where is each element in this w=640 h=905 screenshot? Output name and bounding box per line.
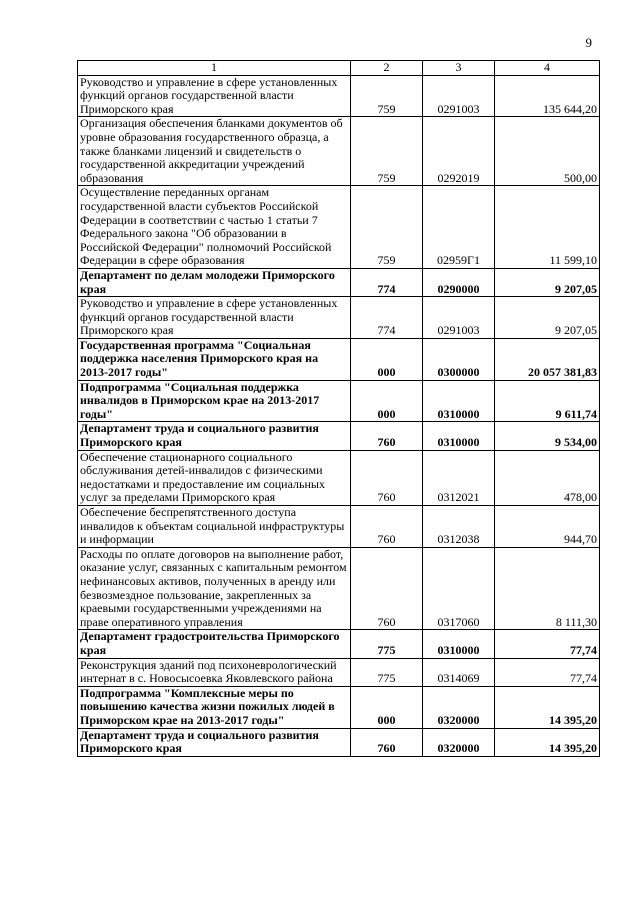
table-row bbox=[78, 117, 600, 186]
row-code: 759 bbox=[351, 75, 423, 117]
row-sum: 9 611,74 bbox=[495, 380, 600, 422]
row-csr: 0312021 bbox=[423, 450, 495, 505]
row-csr: 02959Г1 bbox=[423, 186, 495, 269]
row-name: Подпрограмма "Социальная поддержка инвалидов в Приморском крае на 2013-2017 годы" bbox=[78, 380, 351, 422]
row-code: 760 bbox=[351, 506, 423, 548]
table-row bbox=[78, 297, 600, 339]
row-code: 760 bbox=[351, 547, 423, 630]
row-code: 000 bbox=[351, 380, 423, 422]
row-name: Обеспечение стационарного социального обслуживания детей-инвалидов с физическими недостатками и предоставление им социальных услуг за пределами Приморского края bbox=[78, 450, 351, 505]
row-sum: 478,00 bbox=[495, 450, 600, 505]
table-row bbox=[78, 630, 600, 658]
header-col-2: 2 bbox=[351, 61, 423, 76]
row-csr: 0300000 bbox=[423, 338, 495, 380]
table-row bbox=[78, 338, 600, 380]
row-code: 000 bbox=[351, 686, 423, 728]
header-col-1: 1 bbox=[78, 61, 351, 76]
row-name: Реконструкция зданий под психоневрологический интернат в с. Новосысоевка Яковлевского района bbox=[78, 658, 351, 686]
row-name: Департамент труда и социального развития Приморского края bbox=[78, 422, 351, 450]
row-name: Руководство и управление в сфере установленных функций органов государственной власти Приморского края bbox=[78, 75, 351, 117]
row-csr: 0317060 bbox=[423, 547, 495, 630]
row-csr: 0310000 bbox=[423, 630, 495, 658]
row-sum: 9 207,05 bbox=[495, 297, 600, 339]
row-sum: 11 599,10 bbox=[495, 186, 600, 269]
row-name: Государственная программа "Социальная поддержка населения Приморского края на 2013-2017 годы" bbox=[78, 338, 351, 380]
table-row bbox=[78, 186, 600, 269]
row-csr: 0290000 bbox=[423, 268, 495, 296]
row-sum: 14 395,20 bbox=[495, 728, 600, 756]
row-name: Руководство и управление в сфере установленных функций органов государственной власти Приморского края bbox=[78, 297, 351, 339]
table-row bbox=[78, 268, 600, 296]
row-sum: 135 644,20 bbox=[495, 75, 600, 117]
table-row bbox=[78, 506, 600, 548]
row-code: 774 bbox=[351, 297, 423, 339]
row-name: Департамент труда и социального развития Приморского края bbox=[78, 728, 351, 756]
row-name: Организация обеспечения бланками документов об уровне образования государственного образца, а также бланками лицензий и свидетельств о государственной аккредитации учреждений образования bbox=[78, 117, 351, 186]
row-name: Подпрограмма "Комплексные меры по повышению качества жизни пожилых людей в Приморском крае на 2013-2017 годы" bbox=[78, 686, 351, 728]
row-csr: 0310000 bbox=[423, 422, 495, 450]
row-sum: 77,74 bbox=[495, 658, 600, 686]
row-sum: 20 057 381,83 bbox=[495, 338, 600, 380]
row-name: Департамент градостроительства Приморского края bbox=[78, 630, 351, 658]
row-sum: 944,70 bbox=[495, 506, 600, 548]
row-code: 759 bbox=[351, 117, 423, 186]
table-row bbox=[78, 686, 600, 728]
table-header-row bbox=[78, 61, 600, 76]
row-sum: 8 111,30 bbox=[495, 547, 600, 630]
row-sum: 77,74 bbox=[495, 630, 600, 658]
table-row bbox=[78, 422, 600, 450]
row-sum: 9 207,05 bbox=[495, 268, 600, 296]
budget-table bbox=[77, 60, 600, 757]
row-code: 775 bbox=[351, 630, 423, 658]
row-csr: 0291003 bbox=[423, 75, 495, 117]
row-code: 760 bbox=[351, 728, 423, 756]
row-sum: 14 395,20 bbox=[495, 686, 600, 728]
row-csr: 0310000 bbox=[423, 380, 495, 422]
row-csr: 0312038 bbox=[423, 506, 495, 548]
table-row bbox=[78, 75, 600, 117]
row-code: 759 bbox=[351, 186, 423, 269]
table-row bbox=[78, 547, 600, 630]
row-csr: 0292019 bbox=[423, 117, 495, 186]
table-row bbox=[78, 450, 600, 505]
page-number: 9 bbox=[585, 35, 592, 50]
table-row bbox=[78, 380, 600, 422]
row-code: 000 bbox=[351, 338, 423, 380]
row-code: 775 bbox=[351, 658, 423, 686]
row-name: Департамент по делам молодежи Приморского края bbox=[78, 268, 351, 296]
row-name: Расходы по оплате договоров на выполнение работ, оказание услуг, связанных с капитальным ремонтом нефинансовых активов, полученных в аренду или безвозмездное пользование, закрепленных за краевыми государственными учреждениями на праве оперативного управления bbox=[78, 547, 351, 630]
row-csr: 0320000 bbox=[423, 728, 495, 756]
header-col-3: 3 bbox=[423, 61, 495, 76]
row-csr: 0314069 bbox=[423, 658, 495, 686]
row-code: 774 bbox=[351, 268, 423, 296]
row-code: 760 bbox=[351, 422, 423, 450]
row-code: 760 bbox=[351, 450, 423, 505]
row-csr: 0291003 bbox=[423, 297, 495, 339]
table-row bbox=[78, 658, 600, 686]
row-sum: 9 534,00 bbox=[495, 422, 600, 450]
row-name: Обеспечение беспрепятственного доступа инвалидов к объектам социальной инфраструктуры и информации bbox=[78, 506, 351, 548]
table-row bbox=[78, 728, 600, 756]
row-name: Осуществление переданных органам государственной власти субъектов Российской Федерации в соответствии с частью 1 статьи 7 Федерального закона "Об образовании в Российской Федерации" полномочий Российской Федерации в сфере образования bbox=[78, 186, 351, 269]
row-csr: 0320000 bbox=[423, 686, 495, 728]
header-col-4: 4 bbox=[495, 61, 600, 76]
row-sum: 500,00 bbox=[495, 117, 600, 186]
